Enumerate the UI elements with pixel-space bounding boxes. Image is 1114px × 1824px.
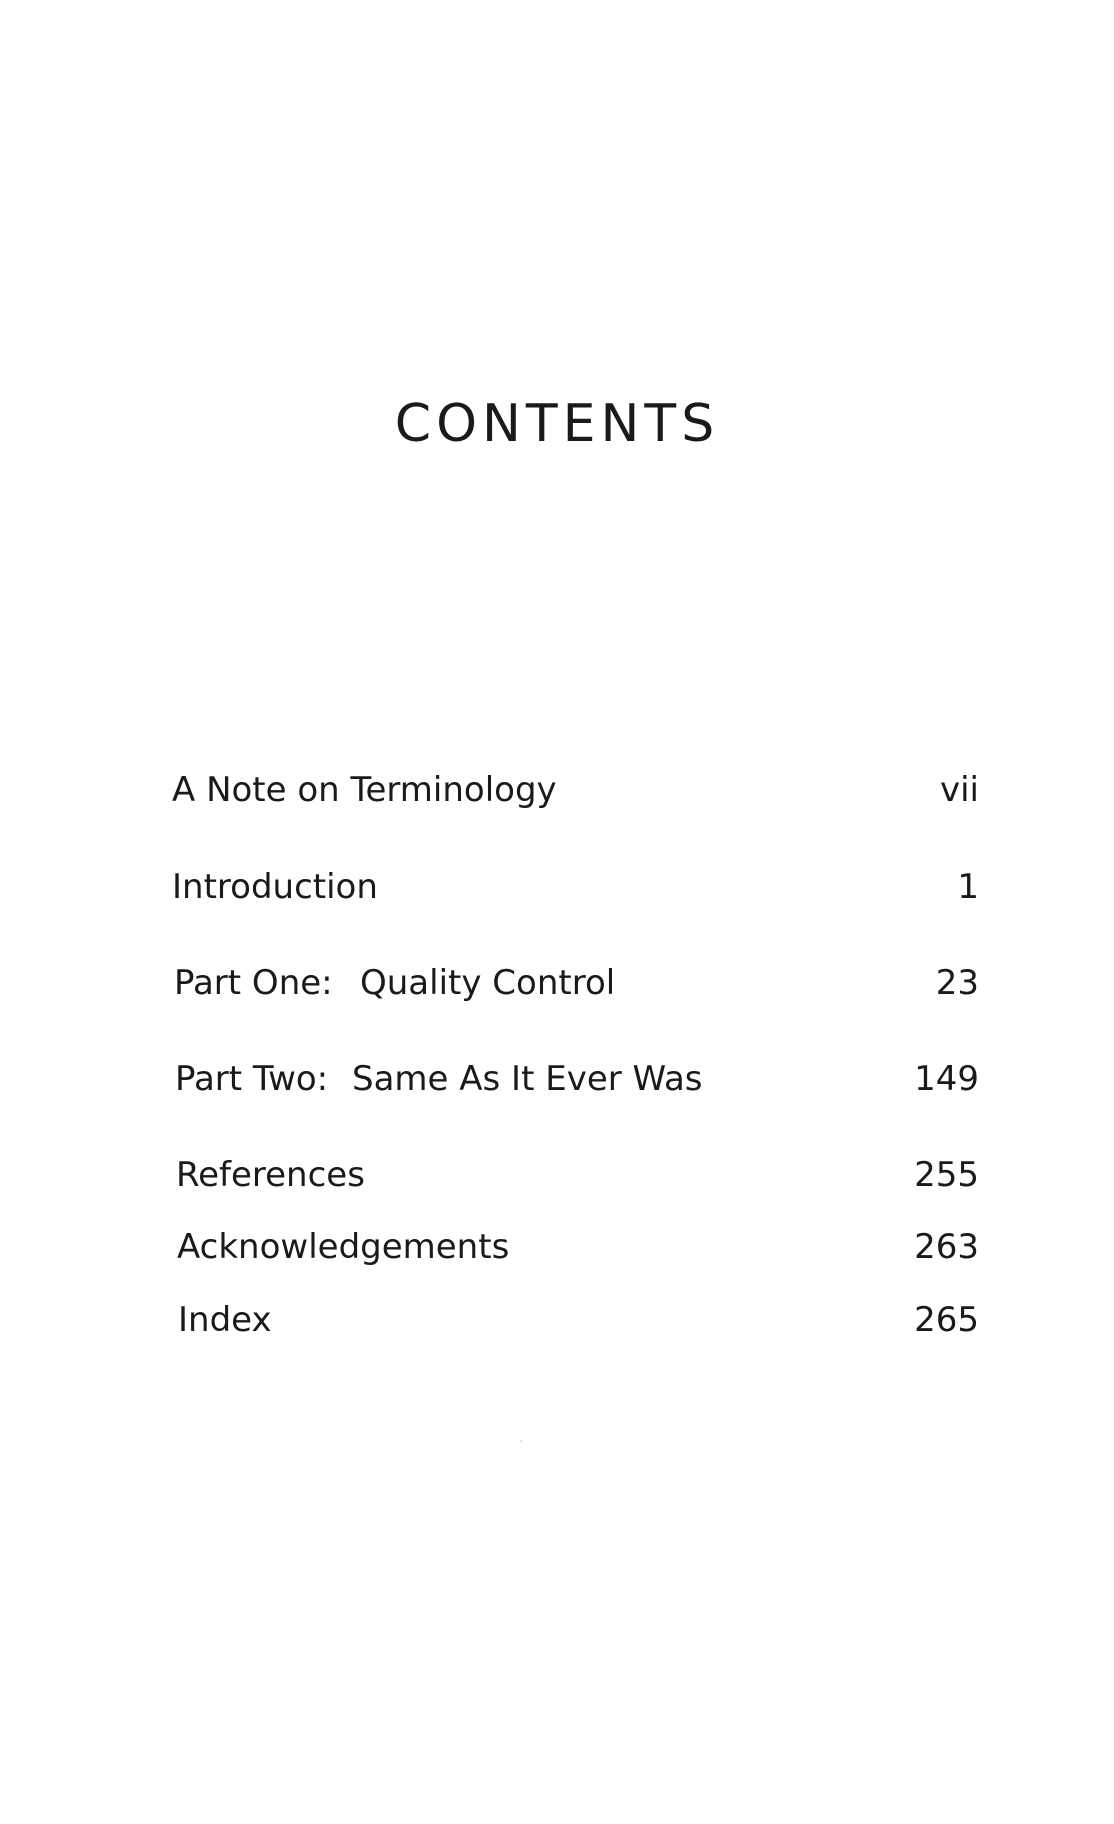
toc-entry-page: 23 [935,963,979,1003]
toc-entry-title: Index [178,1300,272,1340]
toc-entry-title: Same As It Ever Was [352,1059,703,1099]
toc-entry-part-one[interactable] [0,958,1114,1008]
contents-heading: CONTENTS [394,394,720,454]
toc-entry-title: Quality Control [360,963,616,1003]
toc-entry-introduction[interactable] [0,862,1114,912]
toc-entry-part-two[interactable] [0,1054,1114,1104]
toc-entry-page: 263 [914,1227,979,1267]
toc-entry-page: 265 [914,1300,979,1340]
toc-entry-title: Introduction [172,867,378,907]
paper-speck [520,1440,522,1442]
toc-entry-page: vii [939,770,979,810]
toc-entry-page: 149 [914,1059,979,1099]
toc-entry-title: References [176,1155,365,1195]
toc-entry-page: 1 [957,867,979,907]
toc-entry-index[interactable] [0,1295,1114,1345]
toc-entry-references[interactable] [0,1150,1114,1200]
toc-entry-acknowledgements[interactable] [0,1222,1114,1272]
toc-entry-page: 255 [914,1155,979,1195]
toc-entry-title: A Note on Terminology [172,770,557,810]
toc-entry-part-label: Part One: [174,963,333,1003]
toc-entry-part-label: Part Two: [175,1059,329,1099]
toc-entry-note-on-terminology[interactable] [0,765,1114,815]
toc-entry-title: Acknowledgements [177,1227,510,1267]
